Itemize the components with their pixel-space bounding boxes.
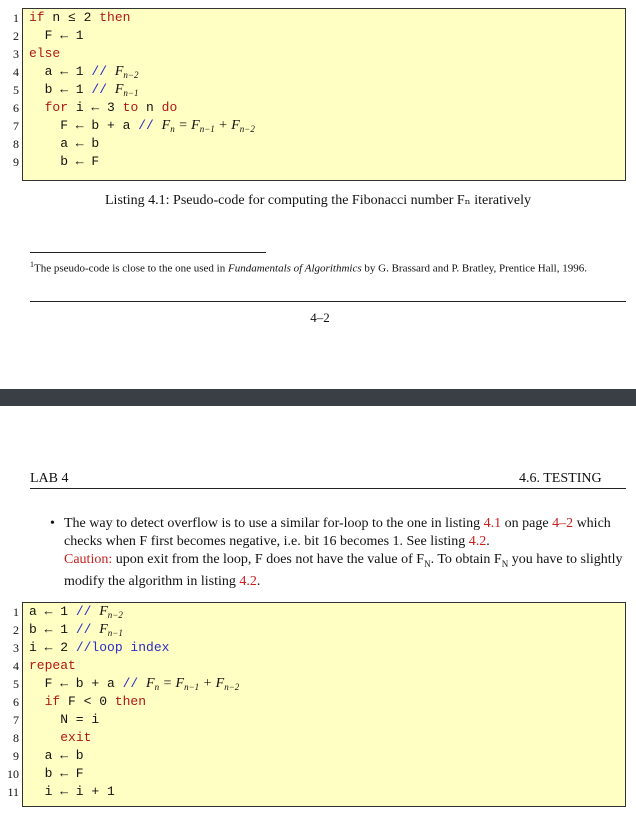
code-text bbox=[29, 9, 130, 27]
code-text bbox=[29, 765, 84, 783]
code-line bbox=[13, 99, 625, 117]
line-number: 8 bbox=[13, 137, 19, 151]
listing-ref-link[interactable]: 4.1 bbox=[483, 516, 502, 531]
footnote-marker: 1 bbox=[30, 260, 34, 269]
math-expression: $F_{n-1}$ bbox=[99, 622, 123, 638]
line-number: 5 bbox=[13, 677, 19, 691]
line-number: 2 bbox=[13, 623, 19, 637]
code-token: b ← 1 bbox=[29, 82, 92, 97]
line-number: 2 bbox=[13, 29, 19, 43]
code-text bbox=[29, 783, 115, 801]
code-token: F < 0 bbox=[68, 694, 115, 709]
footnote-text-a: The pseudo-code is close to the one used in bbox=[34, 262, 228, 275]
comment: // bbox=[75, 604, 100, 619]
code-token: i ← 2 bbox=[29, 640, 76, 655]
line-number: 10 bbox=[7, 767, 19, 781]
code-text bbox=[29, 45, 60, 63]
code-line bbox=[13, 9, 625, 27]
page-ref-link[interactable]: 4–2 bbox=[552, 516, 574, 531]
keyword: else bbox=[29, 46, 61, 61]
line-number: 11 bbox=[7, 785, 19, 799]
listing-4-2-code-box bbox=[7, 602, 626, 807]
code-token bbox=[29, 100, 45, 115]
bullet-text-7: you have to slightly modify the algorithm in listing bbox=[64, 552, 623, 589]
code-line bbox=[13, 675, 625, 693]
bullet-symbol: • bbox=[50, 516, 55, 531]
code-token: F ← b + a bbox=[29, 118, 139, 133]
math-expression: $F_{n-1}$ bbox=[114, 82, 139, 98]
bullet-text-4: . bbox=[486, 534, 490, 549]
code-token: a ← b bbox=[29, 136, 100, 151]
line-number: 6 bbox=[13, 695, 19, 709]
line-number: 7 bbox=[13, 119, 19, 133]
code-token: a ← 1 bbox=[29, 604, 76, 619]
comment: // bbox=[75, 622, 100, 637]
code-line bbox=[13, 657, 625, 675]
code-token bbox=[29, 730, 60, 745]
subscript-n: N bbox=[424, 558, 431, 569]
code-line bbox=[13, 621, 625, 639]
code-text bbox=[29, 153, 99, 171]
footnote-book-title: Fundamentals of Algorithmics bbox=[227, 262, 362, 275]
listing-4-1-caption: Listing 4.1: Pseudo-code for computing the Fibonacci number Fₙ iteratively bbox=[105, 193, 531, 208]
math-expression: $F_n = F_{n-1} + F_{n-2}$ bbox=[146, 676, 240, 692]
line-number: 4 bbox=[13, 65, 19, 79]
code-line bbox=[13, 63, 625, 81]
comment: // bbox=[138, 118, 162, 133]
code-token: N = i bbox=[29, 712, 100, 727]
code-line bbox=[13, 117, 625, 135]
line-number: 3 bbox=[13, 641, 19, 655]
bullet-text-5: upon exit from the loop, F does not have the value of F bbox=[112, 552, 425, 567]
code-text bbox=[29, 135, 99, 153]
code-line bbox=[13, 81, 625, 99]
code-token: F ← b + a bbox=[29, 676, 123, 691]
code-text bbox=[29, 711, 99, 729]
listing-4-1-code-box bbox=[13, 8, 626, 181]
keyword: do bbox=[161, 100, 178, 115]
line-number: 1 bbox=[13, 11, 19, 25]
keyword: then bbox=[114, 694, 147, 709]
header-right: 4.6. TESTING bbox=[519, 471, 602, 486]
caution-label: Caution: bbox=[64, 552, 113, 567]
code-token: b ← F bbox=[29, 154, 100, 169]
math-expression: $F_{n-2}$ bbox=[99, 604, 123, 620]
line-number: 1 bbox=[13, 605, 19, 619]
code-token: a ← 1 bbox=[29, 64, 92, 79]
comment: // bbox=[122, 676, 147, 691]
code-token: b ← F bbox=[29, 766, 84, 781]
footnote-rule bbox=[30, 252, 266, 253]
code-text bbox=[29, 693, 146, 711]
keyword: to bbox=[122, 100, 147, 115]
code-token bbox=[29, 694, 45, 709]
bullet-text-2: on page bbox=[501, 516, 553, 531]
bullet-text-6: . To obtain F bbox=[430, 552, 502, 567]
code-line bbox=[13, 639, 625, 657]
keyword: repeat bbox=[29, 658, 76, 673]
code-line bbox=[7, 783, 625, 801]
math-expression: $F_{n-2}$ bbox=[114, 64, 139, 80]
footnote-text-b: by G. Brassard and P. Bratley, Prentice Hall, 1996. bbox=[361, 262, 587, 275]
code-line bbox=[13, 135, 625, 153]
code-line bbox=[13, 747, 625, 765]
code-text bbox=[29, 729, 91, 747]
line-number: 7 bbox=[13, 713, 19, 727]
listing-ref-link[interactable]: 4.2 bbox=[239, 573, 257, 589]
code-line bbox=[13, 603, 625, 621]
bullet-text-3: which checks when F first becomes negative, i.e. bit 16 becomes 1. See listing bbox=[64, 516, 611, 549]
page-number: 4–2 bbox=[310, 310, 330, 325]
code-token: i ← i + 1 bbox=[29, 784, 115, 799]
code-token: F ← 1 bbox=[29, 28, 84, 43]
code-line bbox=[7, 765, 625, 783]
keyword: then bbox=[99, 10, 131, 25]
line-number: 5 bbox=[13, 83, 19, 97]
code-text bbox=[29, 99, 177, 117]
code-text bbox=[29, 27, 84, 45]
listing-ref-link[interactable]: 4.2 bbox=[468, 534, 487, 549]
line-number: 9 bbox=[13, 155, 19, 169]
code-line bbox=[13, 27, 625, 45]
line-number: 3 bbox=[13, 47, 19, 61]
comment: // bbox=[91, 64, 115, 79]
bullet-text-8: . bbox=[256, 573, 261, 589]
footnote bbox=[30, 258, 626, 276]
code-token: a ← b bbox=[29, 748, 84, 763]
keyword: if bbox=[44, 694, 69, 709]
code-line bbox=[13, 153, 625, 171]
page-bottom-rule bbox=[30, 301, 626, 302]
comment: // bbox=[91, 82, 115, 97]
code-text bbox=[29, 639, 169, 657]
header-left: LAB 4 bbox=[30, 471, 69, 486]
code-line bbox=[13, 711, 625, 729]
bullet-text-1: The way to detect overflow is to use a similar for-loop to the one in listing bbox=[64, 516, 484, 531]
math-expression: $F_n = F_{n-1} + F_{n-2}$ bbox=[161, 118, 255, 134]
keyword: for bbox=[44, 100, 76, 115]
code-token: i ← 3 bbox=[75, 100, 123, 115]
code-line bbox=[13, 693, 625, 711]
code-line bbox=[13, 45, 625, 63]
header-rule bbox=[30, 488, 626, 489]
keyword: if bbox=[29, 10, 53, 25]
page-separator bbox=[0, 389, 636, 406]
line-number: 9 bbox=[13, 749, 19, 763]
code-line bbox=[13, 729, 625, 747]
keyword: exit bbox=[60, 730, 92, 745]
subscript-n: N bbox=[501, 558, 509, 569]
line-number: 8 bbox=[13, 731, 19, 745]
comment: //loop index bbox=[75, 640, 170, 655]
bullet-paragraph bbox=[64, 515, 630, 591]
line-number: 4 bbox=[13, 659, 19, 673]
code-token: n bbox=[146, 100, 162, 115]
code-token: b ← 1 bbox=[29, 622, 76, 637]
code-text bbox=[29, 657, 76, 675]
code-text bbox=[29, 747, 84, 765]
line-number: 6 bbox=[13, 101, 19, 115]
code-token: n ≤ 2 bbox=[52, 10, 100, 25]
